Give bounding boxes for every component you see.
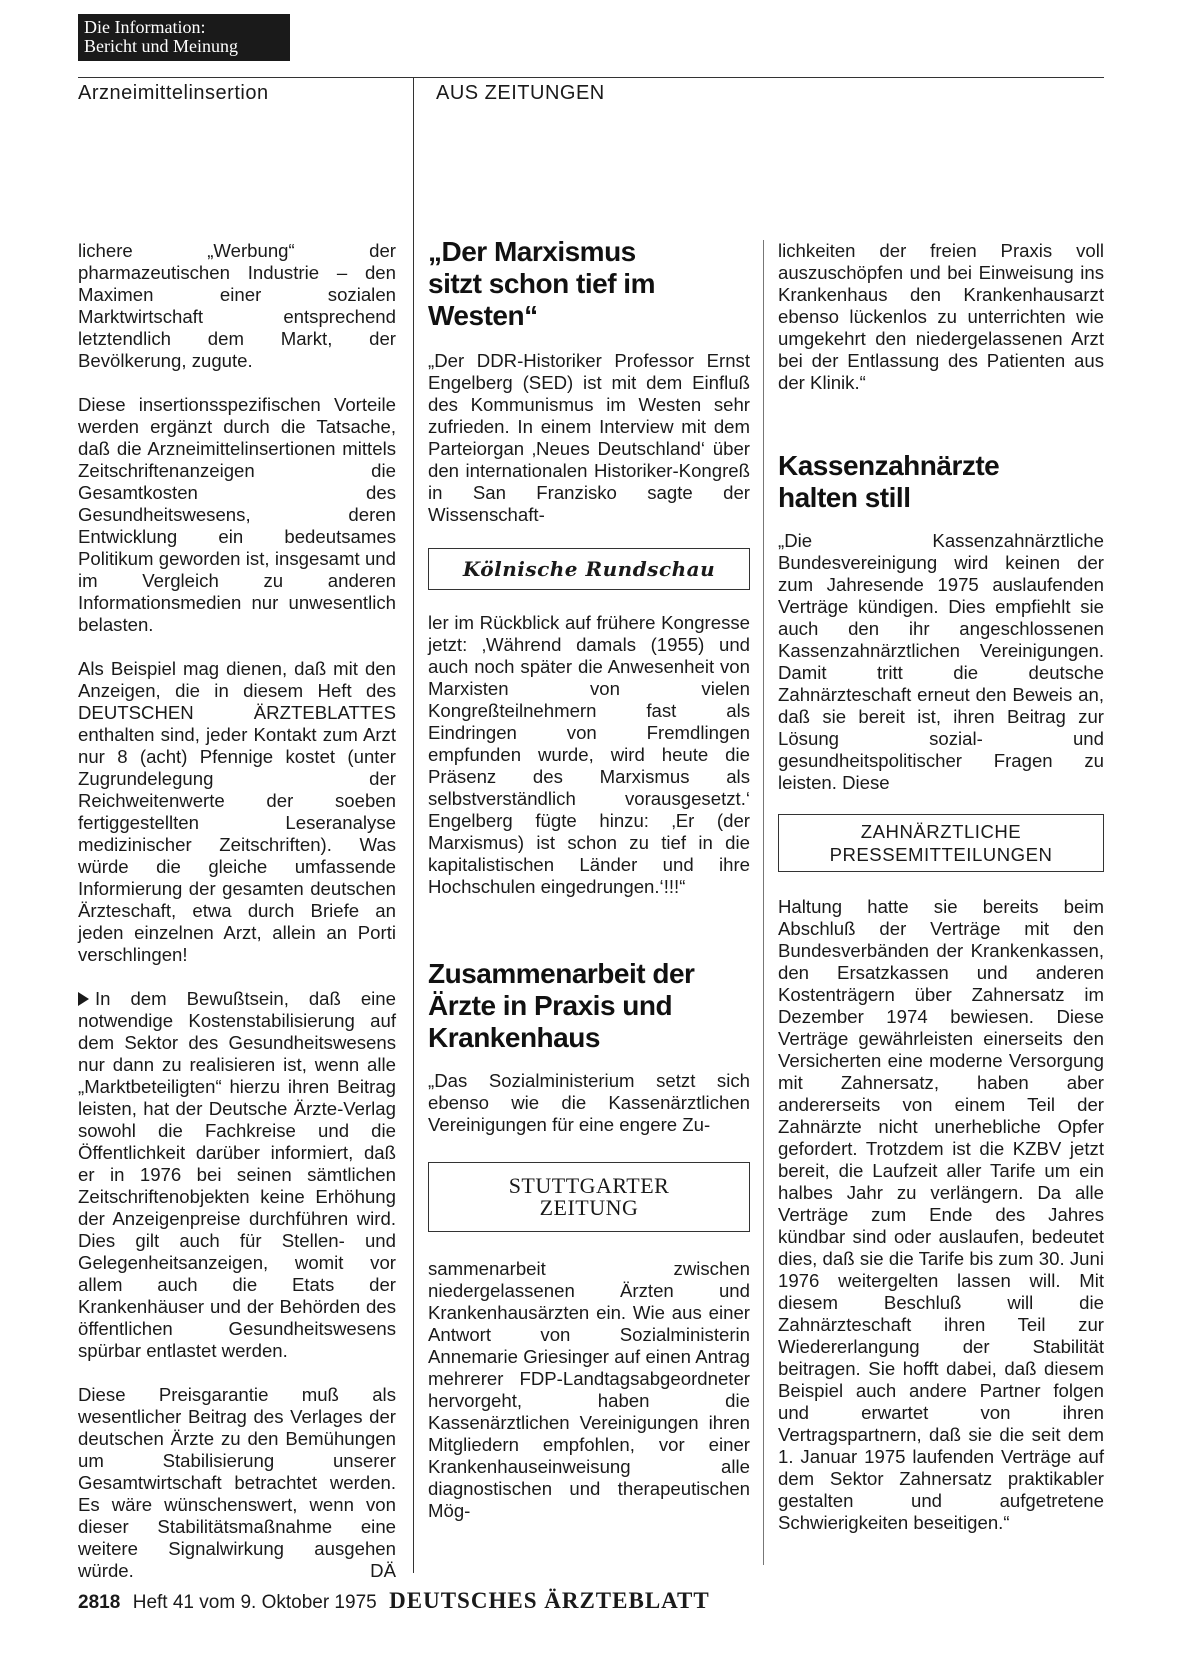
section-label-left: Arzneimittelinsertion: [78, 82, 269, 104]
headline-kassenzahnaerzte: Kassenzahnärzte halten still: [778, 450, 1000, 513]
article-zusammenarbeit-part2: sammenarbeit zwischen niedergelassenen Ärzten und Krankenhausärzten ein. Wie aus einer Antwort von Sozialministerin Annemarie Griesinger auf einen Antrag mehrerer FDP-Landtagsabgeordneter hervorgeht, haben die Kassenärztlichen Vereinigungen ihren Mitgliedern empfohlen, vor einer Krankenhauseinweisung alle diagnostischen und therapeutischen Mög-: [428, 1258, 750, 1521]
source-name-line-2: ZEITUNG: [539, 1195, 639, 1220]
col1-paragraph-1: lichere „Werbung“ der pharmazeutischen Industrie – den Maximen einer sozialen Marktwirtschaft entsprechend letztendlich dem Markt, der Bevölkerung, zugute.: [78, 240, 396, 371]
col1-paragraph-5: [78, 1384, 396, 1582]
source-name-line-1: ZAHNÄRZTLICHE: [860, 821, 1022, 842]
section-label-right: AUS ZEITUNGEN: [436, 82, 605, 104]
article-zusammenarbeit-part1: „Das Sozialministerium setzt sich ebenso wie die Kassenärztlichen Vereinigungen für eine engere Zu-: [428, 1070, 750, 1135]
author-signature: DÄ: [370, 1560, 396, 1581]
article-kassenzahnaerzte-part1: „Die Kassenzahnärztliche Bundesvereinigung wird keinen der zum Jahresende 1975 auslaufenden Verträge kündigen. Dies empfiehlt sie auch den ihr angeschlossenen Kassenzahnärztlichen Vereinigungen. Damit tritt die deutsche Zahnärzteschaft erneut den Beweis an, daß sie bereit ist, ihren Beitrag zur Lösung sozial- und gesundheitspolitischer Fragen zu leisten. Diese: [778, 530, 1104, 793]
article-kassenzahnaerzte-part2: Haltung hatte sie bereits beim Abschluß der Verträge mit den Bundesverbänden der Krankenkassen, den Ersatzkassen und anderen Kostenträgern über Zahnersatz im Dezember 1974 bewiesen. Diese Verträge gewährleisten einerseits den Versicherten eine moderne Versorgung mit Zahnersatz, haben aber andererseits von einem Teil der Zahnärzte nicht unerhebliche Opfer gefordert. Trotzdem ist die KZBV jetzt bereit, die Laufzeit aller Tarife um ein halbes Jahr zu verlängern. Da alle Verträge zum Ende des Jahres kündbar sind oder auslaufen, bedeutet dies, daß sie die Tarife bis zum 30. Juni 1976 weitergelten lassen will. Mit diesem Beschluß will die Zahnärzteschaft ihren Teil zur Wiedererlangung der Stabilität beitragen. Sie hofft dabei, daß diesem Beispiel auch andere Partner folgen und erwartet von ihren Vertragspartnern, daß sie die seit dem 1. Januar 1975 laufenden Verträge auf dem Sektor Zahnersatz praktikabler gestalten und aufgetretene Schwierigkeiten beseitigen.“: [778, 896, 1104, 1533]
column-left: [78, 240, 396, 1582]
col1-paragraph-4: [78, 988, 396, 1362]
source-masthead-koelnische-rundschau: [428, 548, 750, 590]
col1-paragraph-2: Diese insertionsspezifischen Vorteile werden ergänzt durch die Tatsache, daß die Arzneimittelinsertionen mittels Zeitschriftenanzeigen die Gesamtkosten des Gesundheitswesens, deren Entwicklung ein bedeutsames Politikum geworden ist, insgesamt und im Vergleich zu anderen Informationsmedien nur unwesentlich belasten.: [78, 394, 396, 635]
column-divider-2: [763, 240, 764, 1565]
col1-paragraph-5-text: Diese Preisgarantie muß als wesentlicher Beitrag des Verlages der deutschen Ärzte zu den Bemühungen um Stabilisierung unserer Gesamtwirtschaft betrachtet werden. Es wäre wünschenswert, wenn von dieser Stabilitätsmaßnahme eine weitere Signalwirkung ausgehen würde.: [78, 1384, 396, 1581]
article-marxismus-part2: ler im Rückblick auf frühere Kongresse jetzt: ‚Während damals (1955) und auch noch später die Anwesenheit von Marxisten von vielen Kongreßteilnehmern fast als Eindringen von Fremdlingen empfunden wurde, wird heute die Präsenz des Marxismus als selbstverständlich vorausgesetzt.‘ Engelberg fügte hinzu: ‚Er (der Marxismus) ist schon zu tief in die kapitalistischen Länder und ihre Hochschulen eingedrungen.‘!!!“: [428, 612, 750, 897]
source-name-line-1: STUTTGARTER: [508, 1173, 670, 1198]
column-middle: [428, 236, 750, 1522]
source-name: Kölnische Rundschau: [462, 557, 716, 581]
top-rule: [78, 77, 1104, 78]
source-masthead-zahnaerztliche-pressemitteilungen: [778, 814, 1104, 872]
column-right: [778, 240, 1104, 1534]
col1-paragraph-4-text: In dem Bewußtsein, daß eine notwendige Kostenstabilisierung auf dem Sektor des Gesundheitswesens nur dann zu realisieren ist, wenn alle „Marktbeteiligten“ hierzu ihren Beitrag leisten, hat der Deutsche Ärzte-Verlag sowohl die Fachkreise und die Öffentlichkeit darüber informiert, daß er in 1976 bei seinen sämtlichen Zeitschriftenobjekten keine Erhöhung der Anzeigenpreise durchführen wird. Dies gilt auch für Stellen- und Gelegenheitsanzeigen, womit vor allem auch die Etats der Krankenhäuser und der Behörden des öffentlichen Gesundheitswesens spürbar entlastet werden.: [78, 988, 396, 1361]
headline-zusammenarbeit: Zusammenarbeit der Ärzte in Praxis und Krankenhaus: [428, 958, 695, 1053]
rubric-box: [78, 14, 290, 61]
issue-info: Heft 41 vom 9. Oktober 1975: [132, 1592, 377, 1613]
rubric-line-1: Die Information:: [84, 17, 206, 37]
source-masthead-stuttgarter-zeitung: [428, 1162, 750, 1232]
headline-marxismus: „Der Marxismus sitzt schon tief im Westen“: [428, 236, 655, 331]
source-name-line-2: PRESSEMITTEILUNGEN: [829, 844, 1053, 865]
article-marxismus-part1: „Der DDR-Historiker Professor Ernst Engelberg (SED) ist mit dem Einfluß des Kommunismus im Westen sehr zufrieden. In einem Interview mit dem Parteiorgan ‚Neues Deutschland‘ über den internationalen Historiker-Kongreß in San Franzisko sagte der Wissenschaft-: [428, 350, 750, 525]
rubric-line-2: Bericht und Meinung: [84, 36, 238, 56]
col1-paragraph-3: Als Beispiel mag dienen, daß mit den Anzeigen, die in diesem Heft des DEUTSCHEN ÄRZTEBLATTES enthalten sind, jeder Kontakt zum Arzt nur 8 (acht) Pfennige kostet (unter Zugrundelegung der Reichweitenwerte der soeben fertiggestellten Leseranalyse medizinischer Zeitschriften). Was würde die gleiche umfassende Informierung der gesamten deutschen Ärzteschaft, etwa durch Briefe an jeden einzelnen Arzt, allein an Porti verschlingen!: [78, 658, 396, 965]
page-footer: [78, 1588, 710, 1614]
column-divider: [413, 78, 414, 1573]
page-number: 2818: [78, 1592, 121, 1613]
article-zusammenarbeit-part3: lichkeiten der freien Praxis voll auszuschöpfen und bei Einweisung ins Krankenhaus den Krankenhausarzt ebenso lückenlos zu unterrichten wie umgekehrt den niedergelassenen Arzt bei der Entlassung des Patienten aus der Klinik.“: [778, 240, 1104, 393]
bullet-arrow-icon: [78, 992, 89, 1006]
journal-brand: DEUTSCHES ÄRZTEBLATT: [389, 1588, 710, 1613]
